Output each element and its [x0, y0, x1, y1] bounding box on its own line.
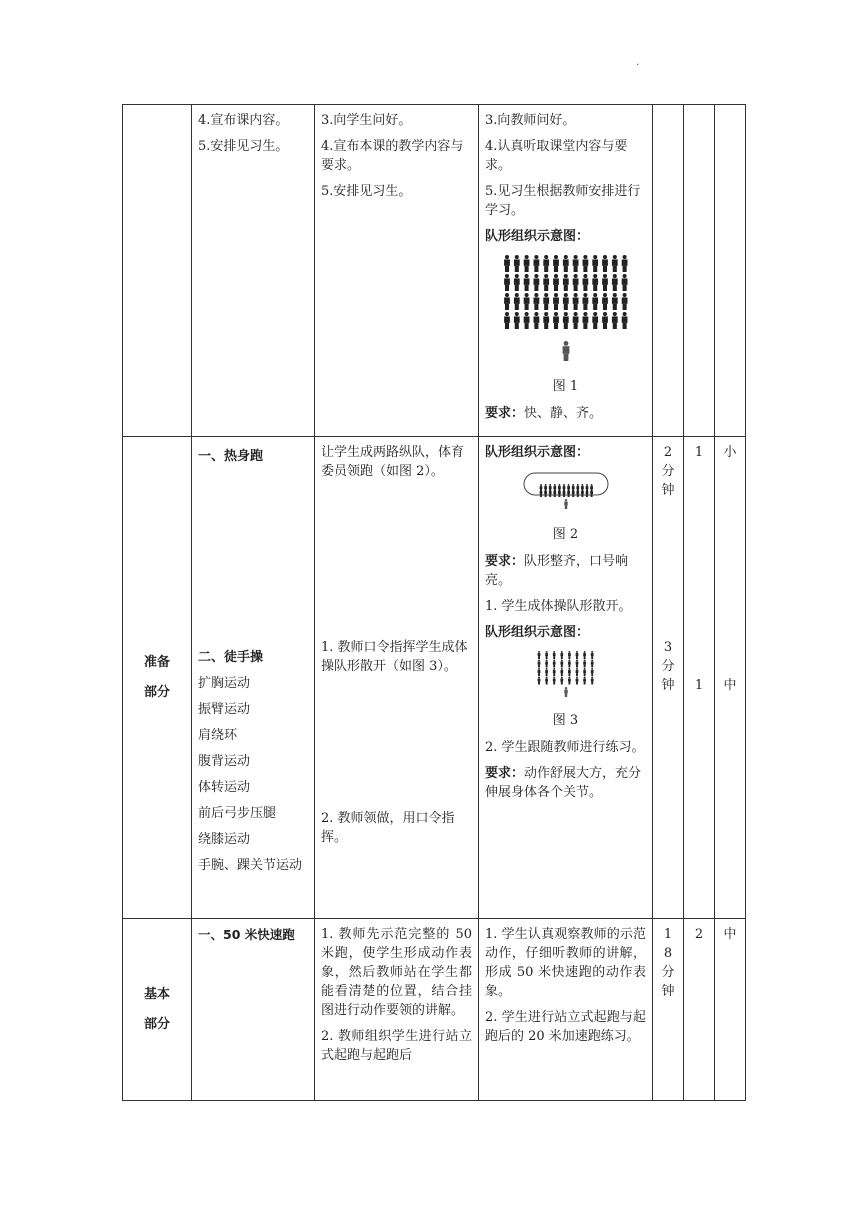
student-figure	[592, 255, 598, 272]
formation-figure-1	[485, 253, 646, 371]
teacher-item: 1. 教师先示范完整的 50 米跑，使学生形成动作表象，然后教师站在学生都能看清楚的位置，结合挂图进行动作要领的讲解。	[321, 927, 472, 1018]
student-figure	[504, 312, 510, 329]
student-figure	[583, 668, 586, 676]
student-item: 1. 学生成体操队形散开。	[485, 599, 632, 614]
warmup-title: 一、热身跑	[198, 449, 264, 464]
time-text: 分	[661, 965, 675, 980]
student-figure	[543, 274, 549, 291]
student-figure	[592, 312, 598, 329]
student-figure	[523, 293, 529, 310]
student-item: 2. 学生跟随教师进行练习。	[485, 740, 645, 755]
page-mark: ·	[636, 60, 640, 71]
student-figure	[504, 274, 510, 291]
student-item: 3.向教师问好。	[485, 113, 576, 128]
student-figure	[568, 660, 571, 668]
teacher-item: 2. 教师组织学生进行站立式起跑与起跑后	[321, 1029, 472, 1063]
count-cell-empty	[684, 105, 715, 437]
content-cell	[192, 437, 315, 919]
formation-figure-3	[485, 649, 646, 705]
teacher-item: 2. 教师领做，用口令指挥。	[321, 811, 455, 845]
student-figure	[545, 660, 548, 668]
student-item: 1. 学生认真观察教师的示范动作，仔细听教师的讲解，形成 50 米快速跑的动作表象。	[485, 927, 646, 999]
student-figure	[590, 651, 593, 659]
exercise-item: 振臂运动	[198, 702, 251, 717]
student-figure	[562, 293, 568, 310]
student-figure	[575, 677, 578, 685]
student-figure	[523, 274, 529, 291]
time-text: 钟	[661, 984, 675, 999]
formation-figure-2	[485, 469, 646, 519]
student-activity-cell	[479, 437, 653, 919]
student-figure	[582, 312, 588, 329]
student-figure	[545, 651, 548, 659]
formation-diagram-2	[521, 469, 611, 513]
section-label: 部分	[143, 1016, 170, 1032]
time-text: 钟	[661, 678, 675, 693]
intensity-text: 小	[723, 445, 737, 460]
student-figure	[572, 274, 578, 291]
student-figure	[552, 651, 555, 659]
requirement-label: 要求：	[485, 766, 525, 781]
student-figure	[575, 668, 578, 676]
student-item: 5.见习生根据教师安排进行学习。	[485, 184, 641, 218]
figure-caption: 图 3	[552, 713, 579, 728]
student-figure	[583, 651, 586, 659]
student-figure	[537, 660, 540, 668]
student-figure	[553, 274, 559, 291]
student-figure	[621, 312, 627, 329]
exercise-item: 手腕、踝关节运动	[198, 858, 303, 873]
student-figure	[611, 293, 617, 310]
student-figure	[553, 293, 559, 310]
time-text: 分	[661, 464, 675, 479]
time-text: 2	[663, 445, 673, 460]
student-figure	[513, 312, 519, 329]
requirement-label: 要求：	[485, 554, 525, 569]
table-row-basic	[123, 919, 746, 1101]
teacher-item: 5.安排见习生。	[321, 184, 412, 199]
student-figure	[560, 660, 563, 668]
count-text: 2	[694, 927, 704, 942]
time-cell	[653, 919, 684, 1101]
intensity-cell	[715, 437, 746, 919]
student-figure	[602, 293, 608, 310]
time-text: 钟	[661, 483, 675, 498]
exercise-item: 肩绕环	[198, 728, 238, 743]
student-figure	[568, 668, 571, 676]
student-figure	[562, 255, 568, 272]
formation-diagram-3	[531, 649, 601, 699]
student-figure	[537, 668, 540, 676]
freehand-title: 二、徒手操	[198, 650, 264, 665]
teacher-activity-cell	[315, 919, 479, 1101]
student-figure	[575, 651, 578, 659]
student-figure	[543, 312, 549, 329]
student-figure	[513, 255, 519, 272]
student-figure	[533, 274, 539, 291]
student-figure	[592, 274, 598, 291]
count-cell	[684, 437, 715, 919]
section-cell-empty	[123, 105, 192, 437]
student-figure	[560, 677, 563, 685]
student-figure	[504, 293, 510, 310]
content-cell	[192, 105, 315, 437]
student-figure	[552, 677, 555, 685]
student-figure	[533, 312, 539, 329]
student-figure	[602, 274, 608, 291]
student-item: 2. 学生进行站立式起跑与起跑后的 20 米加速跑练习。	[485, 1010, 646, 1044]
student-figure	[533, 293, 539, 310]
student-figure	[572, 312, 578, 329]
section-label: 部分	[143, 684, 170, 700]
student-figure	[590, 660, 593, 668]
requirement-label: 要求：	[485, 406, 525, 421]
student-figure	[545, 677, 548, 685]
student-figure	[552, 660, 555, 668]
teacher-activity-cell	[315, 105, 479, 437]
section-label: 准备	[143, 654, 170, 670]
teacher-figure	[564, 687, 567, 697]
track-outline	[524, 473, 608, 495]
student-figure	[582, 274, 588, 291]
section-label: 基本	[143, 986, 170, 1002]
student-figure	[621, 293, 627, 310]
content-cell	[192, 919, 315, 1101]
student-figure	[543, 293, 549, 310]
content-item: 4.宣布课内容。	[198, 113, 289, 128]
formation-diagram-1	[501, 253, 631, 365]
teacher-item: 1. 教师口令指挥学生成体操队形散开（如图 3）。	[321, 640, 468, 674]
student-figure	[513, 293, 519, 310]
teacher-item: 让学生成两路纵队，体育委员领跑（如图 2）。	[321, 445, 465, 479]
student-figure	[537, 651, 540, 659]
student-figure	[562, 274, 568, 291]
student-figure	[568, 677, 571, 685]
student-figure	[562, 312, 568, 329]
exercise-item: 扩胸运动	[198, 676, 251, 691]
time-cell	[653, 437, 684, 919]
student-figure	[560, 668, 563, 676]
student-figure	[552, 668, 555, 676]
student-figure	[523, 255, 529, 272]
diagram-title: 队形组织示意图：	[485, 229, 590, 244]
requirement-text: 快、静、齐。	[524, 406, 603, 421]
student-figure	[553, 255, 559, 272]
student-figure	[582, 293, 588, 310]
student-item: 4.认真听取课堂内容与要求。	[485, 139, 628, 173]
student-figure	[560, 651, 563, 659]
exercise-item: 腹背运动	[198, 754, 251, 769]
teacher-activity-cell	[315, 437, 479, 919]
requirement-text: 队形整齐，口号响亮。	[485, 554, 629, 588]
student-figure	[592, 293, 598, 310]
student-activity-cell	[479, 105, 653, 437]
section-cell-basic	[123, 919, 192, 1101]
student-figure	[513, 274, 519, 291]
figure-caption: 图 1	[552, 379, 579, 394]
student-figure	[582, 255, 588, 272]
exercise-item: 绕膝运动	[198, 832, 251, 847]
intensity-text: 中	[723, 678, 737, 693]
student-figure	[504, 255, 510, 272]
table-row-intro	[123, 105, 746, 437]
requirement-text: 动作舒展大方，充分伸展身体各个关节。	[485, 766, 642, 800]
teacher-figure	[564, 499, 567, 509]
student-figure	[590, 668, 593, 676]
section-cell-prep	[123, 437, 192, 919]
student-figure	[523, 312, 529, 329]
count-text: 1	[694, 445, 704, 460]
teacher-item: 4.宣布本课的教学内容与要求。	[321, 139, 464, 173]
student-figure	[537, 677, 540, 685]
student-figure	[602, 255, 608, 272]
student-figure	[533, 255, 539, 272]
time-text: 1	[663, 927, 673, 942]
count-cell	[684, 919, 715, 1101]
time-text: 分	[661, 659, 675, 674]
exercise-item: 体转运动	[198, 780, 251, 795]
student-figure	[611, 255, 617, 272]
teacher-figure	[562, 341, 569, 361]
figure-caption: 图 2	[552, 527, 579, 542]
intensity-cell-empty	[715, 105, 746, 437]
student-figure	[590, 677, 593, 685]
exercise-item: 前后弓步压腿	[198, 806, 277, 821]
diagram-title: 队形组织示意图：	[485, 445, 590, 460]
student-figure	[583, 677, 586, 685]
content-item: 5.安排见习生。	[198, 139, 289, 154]
student-figure	[572, 293, 578, 310]
time-text: 3	[663, 640, 673, 655]
time-cell-empty	[653, 105, 684, 437]
student-figure	[611, 312, 617, 329]
student-figure	[621, 255, 627, 272]
time-text: 8	[663, 946, 673, 961]
student-figure	[568, 651, 571, 659]
student-figure	[543, 255, 549, 272]
student-figure	[572, 255, 578, 272]
student-figure	[602, 312, 608, 329]
table-row-prep	[123, 437, 746, 919]
student-figure	[583, 660, 586, 668]
intensity-text: 中	[723, 927, 737, 942]
student-figure	[545, 668, 548, 676]
diagram-title: 队形组织示意图：	[485, 625, 590, 640]
lesson-plan-table	[122, 104, 746, 1101]
student-activity-cell	[479, 919, 653, 1101]
student-figure	[575, 660, 578, 668]
student-figure	[611, 274, 617, 291]
sprint-title: 一、50 米快速跑	[198, 927, 295, 942]
student-figure	[553, 312, 559, 329]
intensity-cell	[715, 919, 746, 1101]
teacher-item: 3.向学生问好。	[321, 113, 412, 128]
count-text: 1	[694, 678, 704, 693]
student-figure	[621, 274, 627, 291]
